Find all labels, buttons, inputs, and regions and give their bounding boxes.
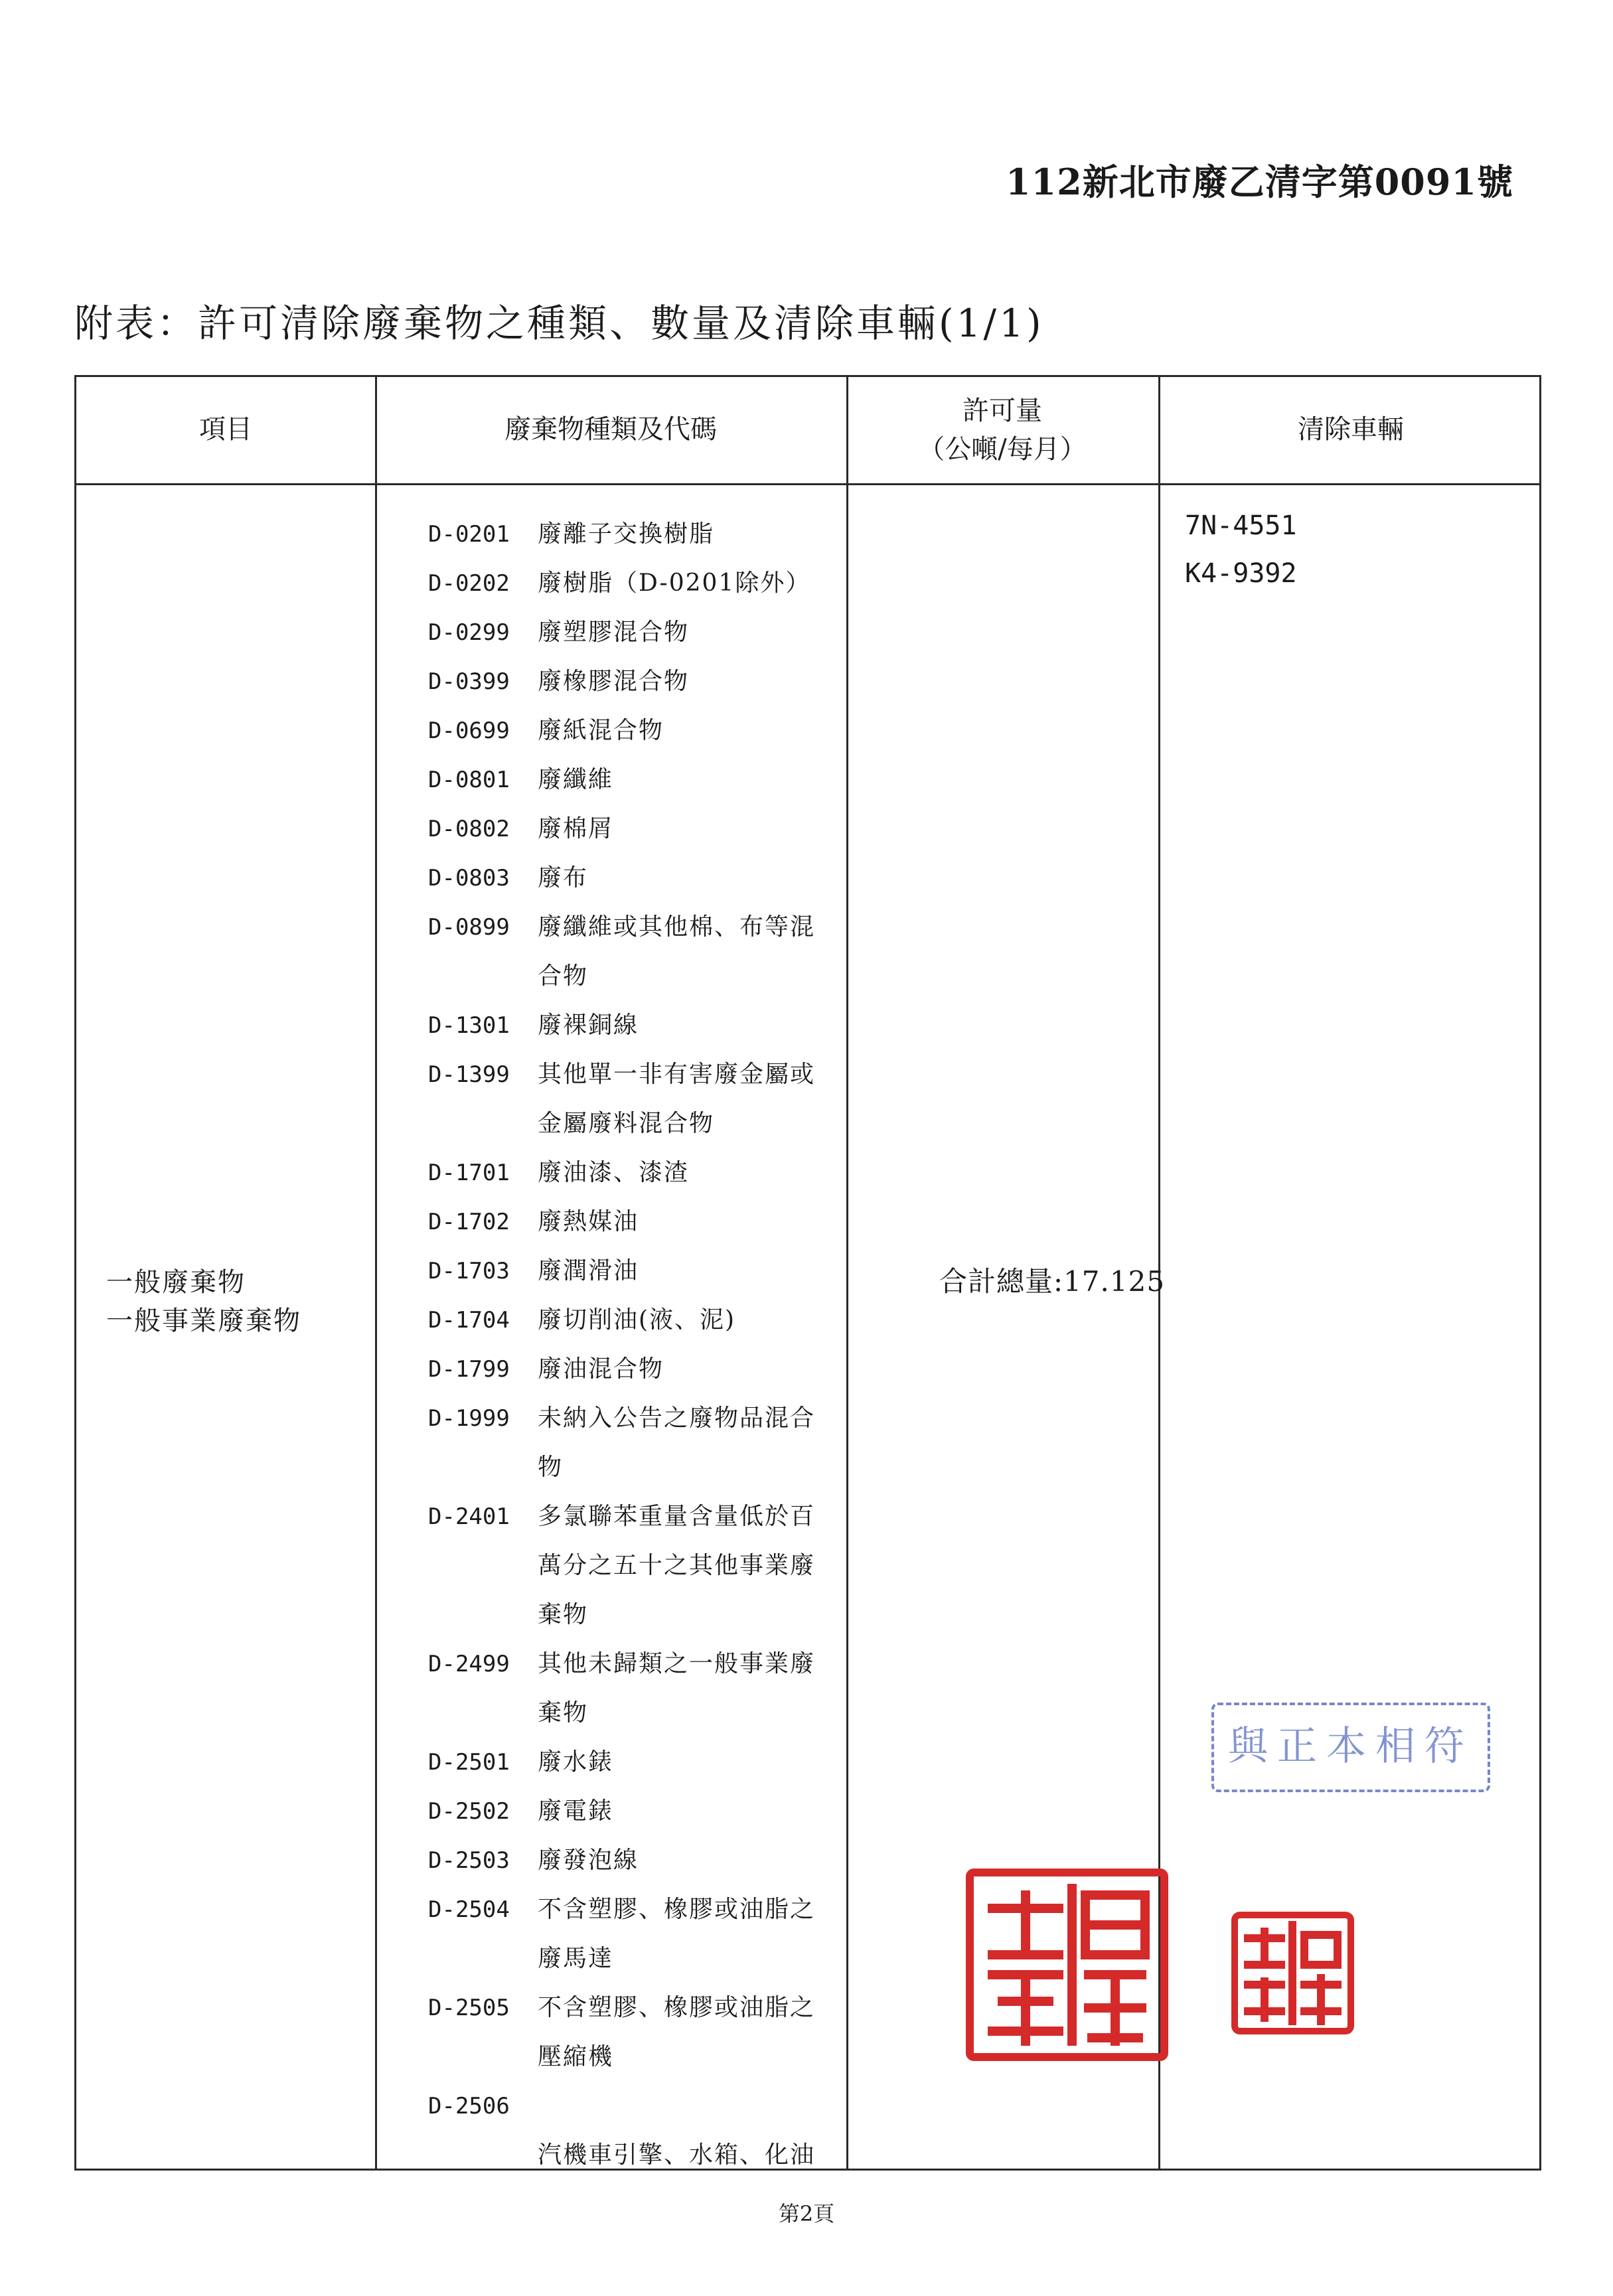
waste-name-line: 廢橡膠混合物 [538,668,690,695]
waste-category [106,1263,301,1340]
waste-name [538,1738,909,1787]
header-permit-amount [846,392,1158,469]
waste-code: D-2504 [428,1896,510,1923]
waste-row [428,657,919,706]
waste-name [538,755,909,804]
waste-row [428,854,919,903]
waste-code: D-2499 [428,1651,510,1677]
waste-row [428,1148,919,1197]
waste-name [538,2082,909,2180]
category-general-business-waste: 一般事業廢棄物 [106,1306,301,1336]
waste-name-line: 廢水錶 [538,1748,614,1776]
waste-row [428,510,919,559]
official-seal-large [966,1869,1168,2061]
waste-name-line: 棄物 [538,1699,589,1726]
waste-row [428,1738,919,1787]
waste-code: D-2502 [428,1798,510,1825]
waste-name [538,1148,909,1197]
waste-code: D-1999 [428,1405,510,1432]
header-vehicles: 清除車輛 [1298,414,1404,445]
waste-name [538,608,909,657]
waste-name-line: 其他未歸類之一般事業廢 [538,1650,816,1677]
waste-code: D-1703 [428,1258,510,1284]
waste-name-line: 廢纖維或其他棉、布等混 [538,913,816,941]
waste-code: D-1702 [428,1209,510,1235]
waste-name-line: 廢油漆、漆渣 [538,1159,690,1186]
waste-name [538,559,909,608]
waste-row [428,1885,919,1983]
waste-row [428,1836,919,1885]
annex-title: 附表：許可清除廢棄物之種類、數量及清除車輛(1/1) [74,301,1044,346]
header-waste-type: 廢棄物種類及代碼 [504,414,717,445]
waste-code: D-1301 [428,1012,510,1039]
waste-code: D-0399 [428,668,510,695]
waste-row [428,1394,919,1492]
waste-name-line: 廢棉屑 [538,815,614,842]
waste-code: D-0899 [428,914,510,941]
header-divider [76,483,1539,485]
col-divider [375,377,377,2169]
waste-row [428,559,919,608]
waste-name-line: 廢裸銅線 [538,1012,639,1039]
waste-name-line: 多氯聯苯重量含量低於百 [538,1503,816,1530]
waste-name-line: 未納入公告之廢物品混合 [538,1405,816,1432]
waste-name [538,1394,909,1492]
waste-name-line [538,2082,909,2131]
waste-name [538,1640,909,1738]
waste-name-line: 廢切削油(液、泥) [538,1306,736,1334]
waste-name [538,804,909,854]
waste-name-line: 廢布 [538,864,589,891]
waste-name-line: 其他單一非有害廢金屬或 [538,1061,816,1088]
waste-name [538,1001,909,1050]
waste-name [538,1885,909,1983]
waste-name [538,854,909,903]
header-permit-amount-line1: 許可量 [962,396,1042,426]
waste-row [428,2082,919,2180]
waste-name [538,510,909,559]
waste-name-line: 廢纖維 [538,766,614,793]
waste-name [538,1345,909,1394]
header-permit-amount-line2: （公噸/每月） [918,434,1087,465]
page-number: 第2頁 [778,2201,835,2226]
waste-code: D-1399 [428,1061,510,1088]
waste-name [538,706,909,755]
waste-row [428,1787,919,1836]
waste-name-line: 萬分之五十之其他事業廢 [538,1552,816,1579]
waste-name [538,657,909,706]
waste-name-line: 合物 [538,962,589,990]
waste-row [428,1247,919,1296]
waste-row [428,1197,919,1247]
waste-name-line: 廢熱媒油 [538,1208,639,1235]
waste-name-line: 廢離子交換樹脂 [538,520,715,548]
waste-code: D-0201 [428,521,510,548]
waste-name-line: 不含塑膠、橡膠或油脂之 [538,1994,816,2021]
waste-name [538,903,909,1001]
waste-code: D-0801 [428,767,510,793]
waste-name [538,1247,909,1296]
waste-name-line: 廢紙混合物 [538,717,664,744]
waste-row [428,1001,919,1050]
waste-name-line: 廢潤滑油 [538,1257,639,1284]
waste-row [428,804,919,854]
waste-name-line: 廢樹脂（D-0201除外） [538,570,811,597]
waste-row [428,1345,919,1394]
waste-row [428,1050,919,1148]
waste-row [428,608,919,657]
waste-name-line: 壓縮機 [538,2043,614,2070]
personal-seal [1231,1912,1354,2034]
waste-row [428,903,919,1001]
category-general-waste: 一般廢棄物 [106,1267,246,1298]
waste-name [538,1787,909,1836]
waste-code: D-2505 [428,1995,510,2021]
waste-code: D-0299 [428,619,510,646]
waste-name-line: 物 [538,1454,564,1481]
waste-code: D-1799 [428,1356,510,1383]
waste-code: D-2401 [428,1503,510,1530]
waste-name [538,1836,909,1885]
total-amount: 合計總量:17.125 [939,1265,1166,1298]
waste-name [538,1492,909,1640]
waste-name-line: 汽機車引擎、水箱、化油 [538,2141,816,2169]
waste-name-line: 不含塑膠、橡膠或油脂之 [538,1896,816,1923]
vehicle-plate: 7N-4551 [1185,510,1297,541]
waste-row [428,1492,919,1640]
waste-name-line: 棄物 [538,1601,589,1628]
waste-name-line: 廢油混合物 [538,1355,664,1383]
waste-code: D-0202 [428,570,510,597]
permit-number: 112新北市廢乙清字第0091號 [1005,161,1513,203]
waste-row [428,755,919,804]
waste-name [538,1296,909,1345]
waste-code: D-1701 [428,1160,510,1186]
waste-row [428,1640,919,1738]
waste-row [428,1296,919,1345]
waste-name-line: 廢電錶 [538,1798,614,1825]
waste-name-line: 廢馬達 [538,1945,614,1972]
waste-name-line: 廢發泡線 [538,1847,639,1874]
vehicle-list [1185,502,1297,597]
waste-row [428,1983,919,2082]
certified-copy-stamp: 與正本相符 [1211,1703,1490,1792]
waste-name [538,1050,909,1148]
waste-name-line: 金屬廢料混合物 [538,1110,715,1137]
waste-code: D-1704 [428,1307,510,1334]
waste-code: D-0802 [428,816,510,842]
waste-row [428,706,919,755]
vehicle-plate: K4-9392 [1185,558,1297,589]
waste-code: D-2501 [428,1749,510,1776]
waste-code: D-0699 [428,718,510,744]
waste-name [538,1983,909,2082]
permit-table [74,375,1541,2171]
waste-code: D-2503 [428,1847,510,1874]
waste-code: D-2506 [428,2093,510,2119]
waste-code: D-0803 [428,865,510,891]
waste-name-line: 廢塑膠混合物 [538,619,690,646]
header-item: 項目 [199,414,252,445]
waste-name [538,1197,909,1247]
